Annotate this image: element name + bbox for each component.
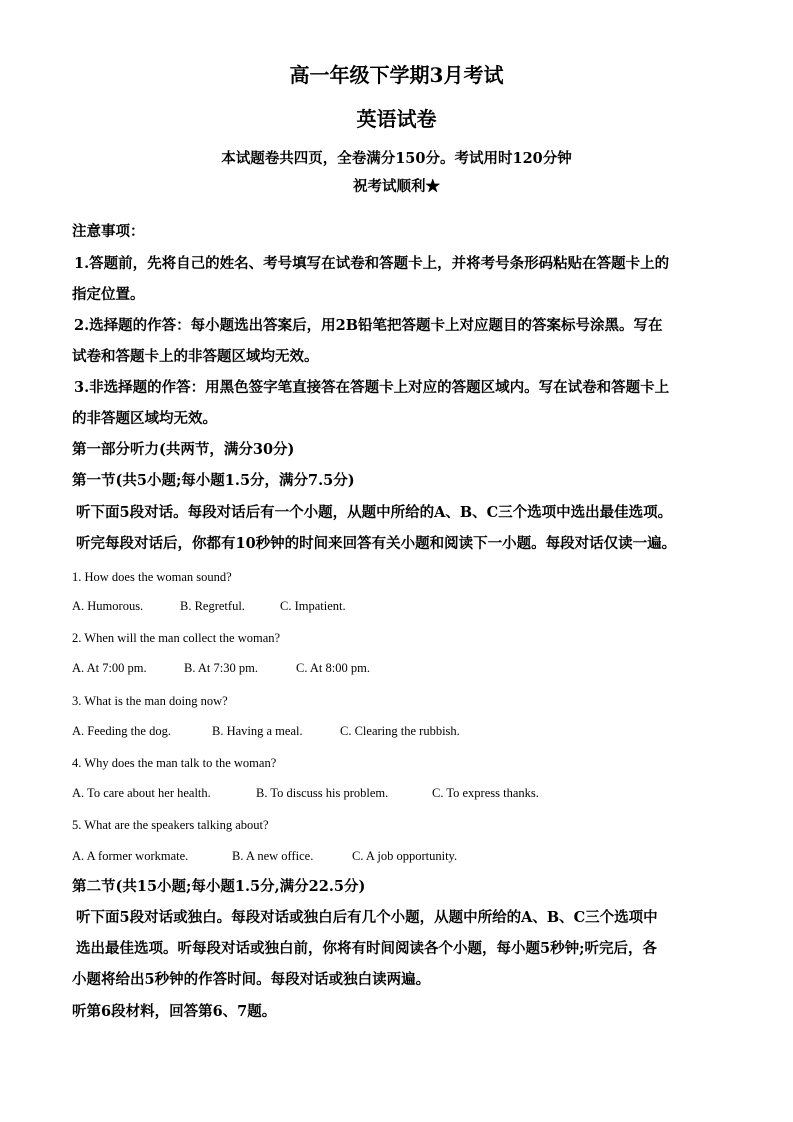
notice-item-1-line-1: 1.答题前，先将自己的姓名、考号填写在试卷和答题卡上，并将考号条形码粘贴在答题卡上的	[74, 255, 670, 272]
section2-intro-line-2: 选出最佳选项。听每段对话或独白前，你将有时间阅读各个小题，每小题5秒钟;听完后，各	[76, 940, 657, 957]
notice-heading: 注意事项：	[72, 223, 145, 240]
question-5-option-c: C. A job opportunity.	[352, 849, 458, 863]
question-3-option-b: B. Having a meal.	[212, 724, 303, 738]
question-2-option-a: A. At 7:00 pm.	[72, 661, 147, 675]
question-5-stem: 5. What are the speakers talking about?	[72, 818, 269, 832]
section2-intro-line-3: 小题将给出5秒钟的作答时间。每段对话或独白读两遍。	[72, 971, 431, 988]
part1-heading: 第一部分听力(共两节，满分30分)	[72, 441, 295, 458]
exam-info: 本试题卷共四页，全卷满分150分。考试用时120分钟	[221, 150, 572, 167]
question-5-option-a: A. A former workmate.	[72, 849, 189, 863]
question-3-option-c: C. Clearing the rubbish.	[340, 724, 460, 738]
exam-title: 高一年级下学期3月考试	[289, 63, 504, 87]
section1-heading: 第一节(共5小题;每小题1.5分，满分7.5分)	[72, 472, 355, 489]
notice-item-3-line-1: 3.非选择题的作答：用黑色签字笔直接答在答题卡上对应的答题区域内。写在试卷和答题卡上	[74, 379, 670, 396]
exam-wish: 祝考试顺利★	[353, 178, 440, 195]
notice-item-2-line-1: 2.选择题的作答：每小题选出答案后，用2B铅笔把答题卡上对应题目的答案标号涂黑。写在	[74, 317, 663, 334]
section2-intro-line-1: 听下面5段对话或独白。每段对话或独白后有几个小题，从题中所给的A、B、C三个选项中	[76, 909, 658, 926]
exam-subtitle: 英语试卷	[356, 107, 437, 131]
question-1-option-c: C. Impatient.	[280, 599, 346, 613]
question-2-option-b: B. At 7:30 pm.	[184, 661, 258, 675]
question-4-option-c: C. To express thanks.	[432, 786, 539, 800]
section2-heading: 第二节(共15小题;每小题1.5分,满分22.5分)	[72, 878, 366, 895]
question-3-option-a: A. Feeding the dog.	[72, 724, 171, 738]
question-1-stem: 1. How does the woman sound?	[72, 570, 232, 584]
question-1-option-b: B. Regretful.	[180, 599, 245, 613]
notice-item-1-line-2: 指定位置。	[72, 286, 145, 303]
question-4-stem: 4. Why does the man talk to the woman?	[72, 756, 277, 770]
notice-item-2-line-2: 试卷和答题卡上的非答题区域均无效。	[72, 348, 319, 365]
question-2-stem: 2. When will the man collect the woman?	[72, 631, 281, 645]
section2-material-note: 听第6段材料，回答第6、7题。	[72, 1003, 277, 1020]
question-4-option-a: A. To care about her health.	[72, 786, 211, 800]
notice-item-3-line-2: 的非答题区域均无效。	[72, 410, 217, 427]
section1-intro-line-1: 听下面5段对话。每段对话后有一个小题，从题中所给的A、B、C三个选项中选出最佳选项。	[76, 504, 673, 521]
question-1-option-a: A. Humorous.	[72, 599, 144, 613]
question-4-option-b: B. To discuss his problem.	[256, 786, 389, 800]
question-5-option-b: B. A new office.	[232, 849, 314, 863]
question-3-stem: 3. What is the man doing now?	[72, 694, 228, 708]
section1-intro-line-2: 听完每段对话后，你都有10秒钟的时间来回答有关小题和阅读下一小题。每段对话仅读一遍。	[76, 535, 677, 552]
question-2-option-c: C. At 8:00 pm.	[296, 661, 370, 675]
